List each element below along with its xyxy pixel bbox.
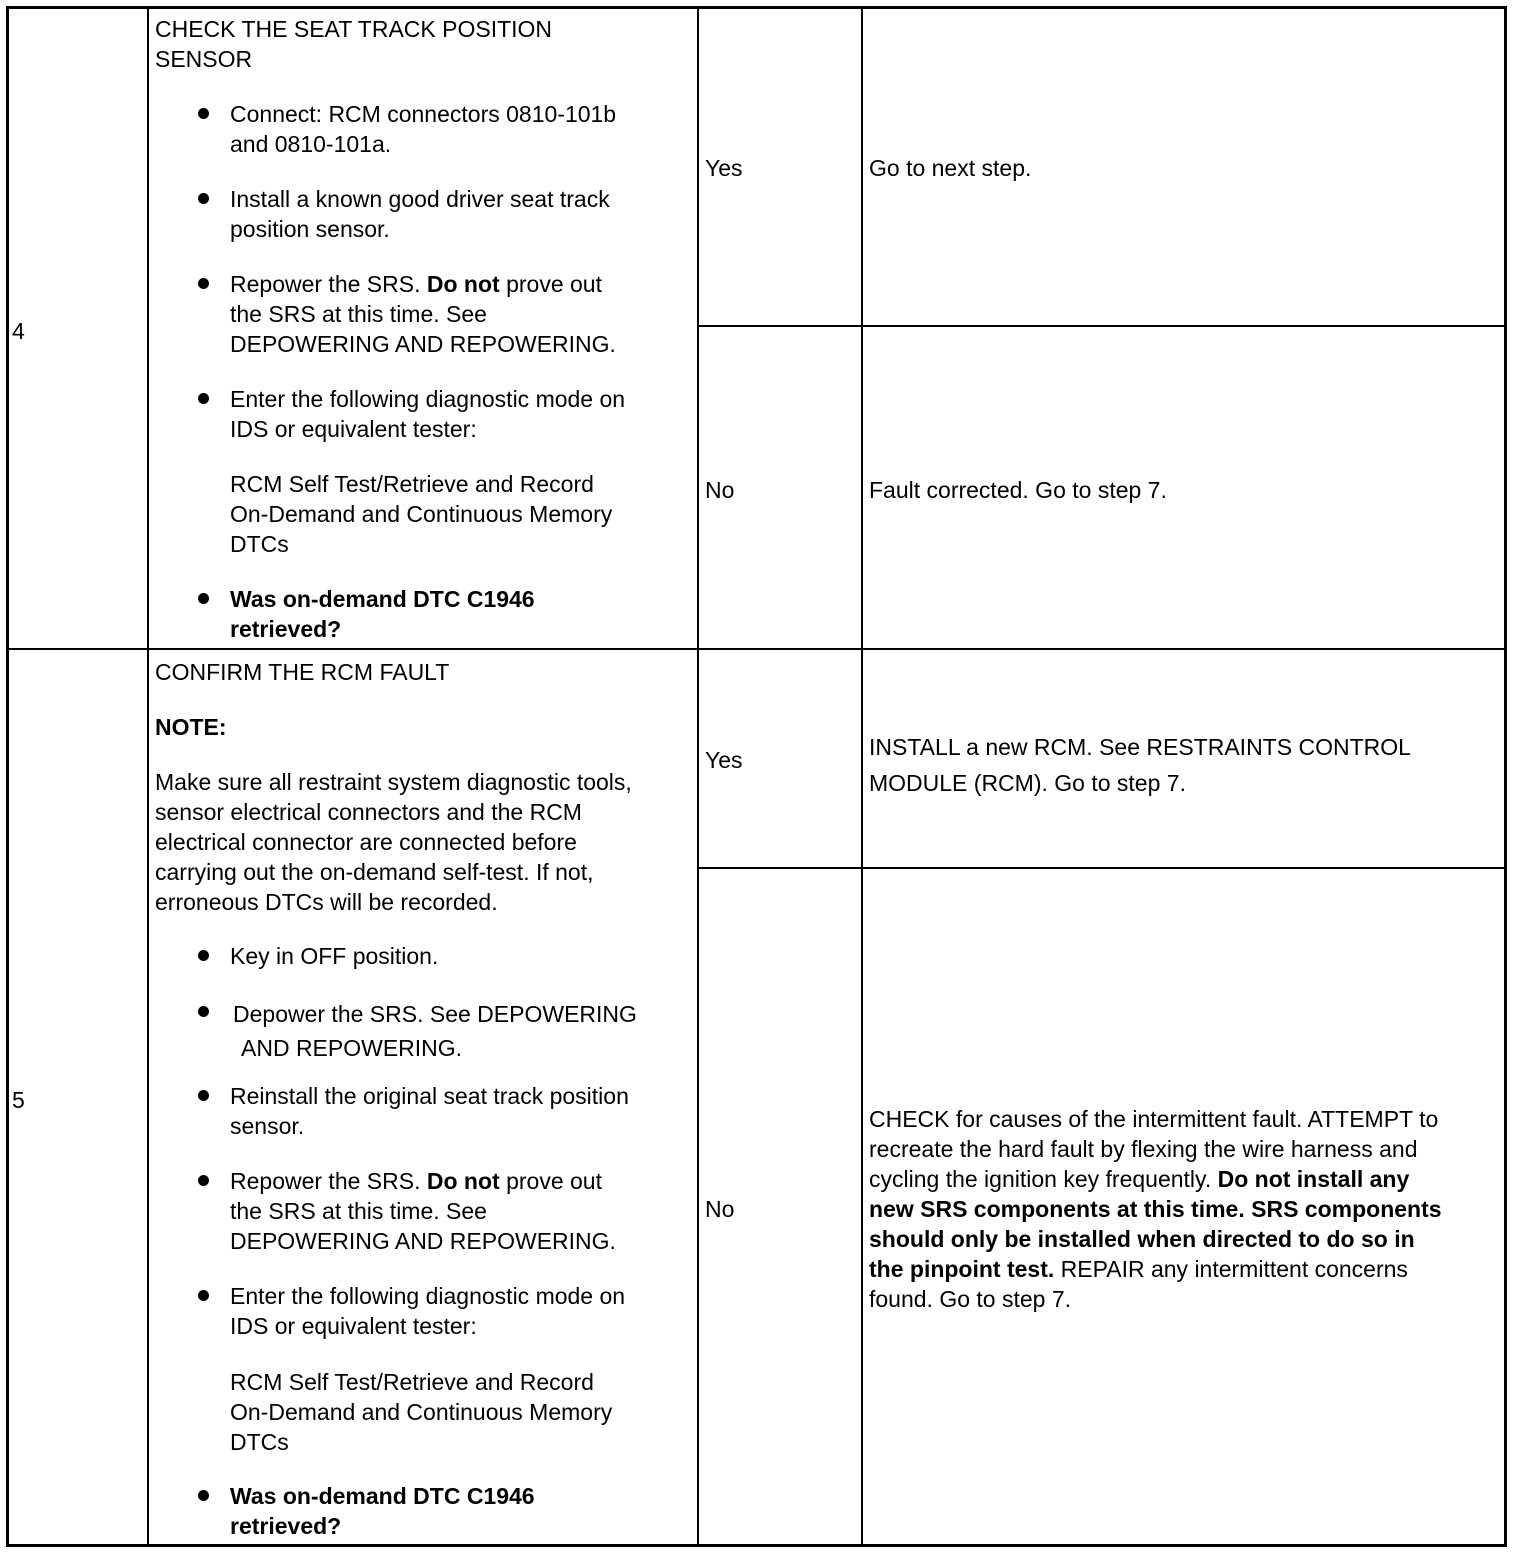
bullet-icon (198, 1490, 209, 1501)
step-question: Was on-demand DTC C1946 retrieved? (230, 1483, 535, 1539)
instruction-item: Depower the SRS. See DEPOWERING AND REPOWERING. (233, 1001, 637, 1061)
bullet-icon (198, 393, 209, 404)
bullet-icon (198, 950, 209, 961)
result-no: No (705, 1196, 735, 1222)
column-divider (147, 6, 149, 1547)
step-question: Was on-demand DTC C1946 retrieved? (230, 586, 535, 642)
diagnostic-mode: RCM Self Test/Retrieve and Record On-Demand and Continuous Memory DTCs (230, 471, 613, 557)
step-number: 5 (12, 1087, 25, 1113)
answer-divider (697, 867, 1507, 869)
result-yes: Yes (705, 155, 743, 181)
column-divider (861, 6, 863, 1547)
bullet-icon (198, 1006, 209, 1017)
answer-divider (697, 325, 1507, 327)
bullet-icon (198, 108, 209, 119)
instruction-item: Key in OFF position. (230, 943, 439, 969)
instruction-item: Repower the SRS. Do not prove out the SRS at this time. See DEPOWERING AND REPOWERING. (230, 271, 616, 357)
bullet-icon (198, 278, 209, 289)
bullet-icon (198, 1090, 209, 1101)
instruction-item: Reinstall the original seat track position sensor. (230, 1083, 629, 1139)
action-text: Fault corrected. Go to step 7. (869, 477, 1167, 503)
instruction-item: Enter the following diagnostic mode on IDS or equivalent tester: (230, 386, 626, 442)
note-text: Make sure all restraint system diagnostic tools, sensor electrical connectors and the RCM electrical connector are connected before carrying out the on-demand self-test. If not, erroneous DTCs will be recorded. (155, 769, 632, 915)
column-divider (697, 6, 699, 1547)
action-text: Go to next step. (869, 155, 1032, 181)
bullet-icon (198, 1290, 209, 1301)
step-title: CHECK THE SEAT TRACK POSITION SENSOR (155, 16, 553, 72)
bullet-icon (198, 193, 209, 204)
result-no: No (705, 477, 735, 503)
instruction-item: Install a known good driver seat track position sensor. (230, 186, 610, 242)
note-label: NOTE: (155, 714, 227, 740)
row-divider (6, 648, 1507, 650)
result-yes: Yes (705, 747, 743, 773)
diagnostic-mode: RCM Self Test/Retrieve and Record On-Demand and Continuous Memory DTCs (230, 1369, 613, 1455)
step-title: CONFIRM THE RCM FAULT (155, 659, 450, 685)
action-text: INSTALL a new RCM. See RESTRAINTS CONTROL MODULE (RCM). Go to step 7. (869, 734, 1411, 796)
step-number: 4 (12, 318, 25, 344)
instruction-item: Connect: RCM connectors 0810-101b and 0810-101a. (230, 101, 617, 157)
instruction-item: Enter the following diagnostic mode on IDS or equivalent tester: (230, 1283, 626, 1339)
bullet-icon (198, 593, 209, 604)
instruction-item: Repower the SRS. Do not prove out the SRS at this time. See DEPOWERING AND REPOWERING. (230, 1168, 616, 1254)
bullet-icon (198, 1175, 209, 1186)
action-text: CHECK for causes of the intermittent fault. ATTEMPT to recreate the hard fault by flexing the wire harness and cycling the ignition key frequently. Do not install any new SRS components at this time. SRS components should only be installed when directed to do so in the pinpoint test. REPAIR any intermittent concerns found. Go to step 7. (869, 1106, 1442, 1312)
